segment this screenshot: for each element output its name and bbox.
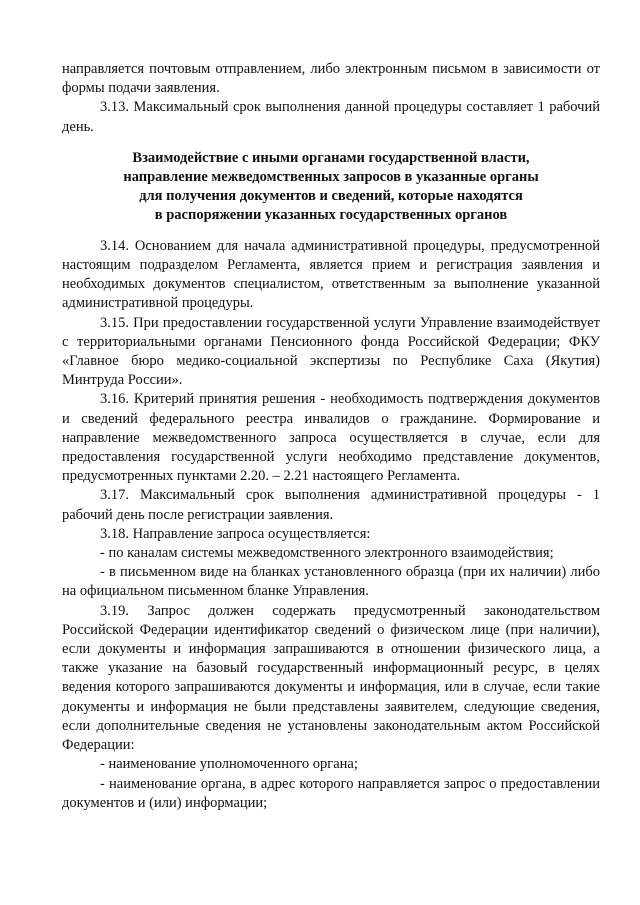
paragraph-3-13: 3.13. Максимальный срок выполнения данной процедуры составляет 1 рабочий день. — [62, 99, 600, 135]
list-item-authorized-body: - наименование уполномоченного органа; — [100, 756, 358, 773]
heading-line: для получения документов и сведений, которые находятся — [139, 187, 523, 204]
list-item-recipient-body: - наименование органа, в адрес которого направляется запрос о предоставлении документов и (или) информации; — [62, 775, 600, 811]
list-item-electronic: - по каналам системы межведомственного электронного взаимодействия; — [100, 545, 554, 562]
document-page — [62, 60, 600, 813]
paragraph-continuation: направляется почтовым отправлением, либо электронным письмом в зависимости от формы подачи заявления. — [62, 61, 600, 97]
paragraph-3-17: 3.17. Максимальный срок выполнения административной процедуры - 1 рабочий день после регистрации заявления. — [62, 487, 600, 523]
paragraph-3-19: 3.19. Запрос должен содержать предусмотренный законодательством Российской Федерации идентификатор сведений о физическом лице (при наличии), если документы и информация запрашиваются в отношении физического лица, а также указание на базовый государственный информационный ресурс, в целях ведения которого запрашиваются документы и информация, или в случае, если такие документы и информация не были представлены заявителем, следующие сведения, если дополнительные сведения не установлены законодательным актом Российской Федерации: — [62, 602, 600, 754]
section-heading — [62, 149, 600, 225]
paragraph-3-14: 3.14. Основанием для начала административной процедуры, предусмотренной настоящим подразделом Регламента, является прием и регистрация заявления и необходимых документов специалистом, ответственным за выполнение указанной административной процедуры. — [62, 237, 600, 312]
paragraph-3-16: 3.16. Критерий принятия решения - необходимость подтверждения документов и сведений федерального реестра инвалидов о гражданине. Формирование и направление межведомственного запроса осуществляется в случае, если для предоставления государственной услуги необходимо представление документов, предусмотренных пунктами 2.20. – 2.21 настоящего Регламента. — [62, 391, 600, 485]
heading-line: Взаимодействие с иными органами государственной власти, — [132, 149, 530, 166]
heading-line: в распоряжении указанных государственных органов — [154, 206, 508, 223]
paragraph-3-15: 3.15. При предоставлении государственной услуги Управление взаимодействует с территориальными органами Пенсионного фонда Российской Федерации; ФКУ «Главное бюро медико-социальной экспертизы по Республике Саха (Якутия) Минтруда России». — [62, 314, 600, 389]
list-item-written: - в письменном виде на бланках установленного образца (при их наличии) либо на официальном письменном бланке Управления. — [62, 564, 600, 600]
paragraph-3-18: 3.18. Направление запроса осуществляется: — [100, 525, 371, 542]
heading-line: направление межведомственных запросов в указанные органы — [123, 168, 539, 185]
